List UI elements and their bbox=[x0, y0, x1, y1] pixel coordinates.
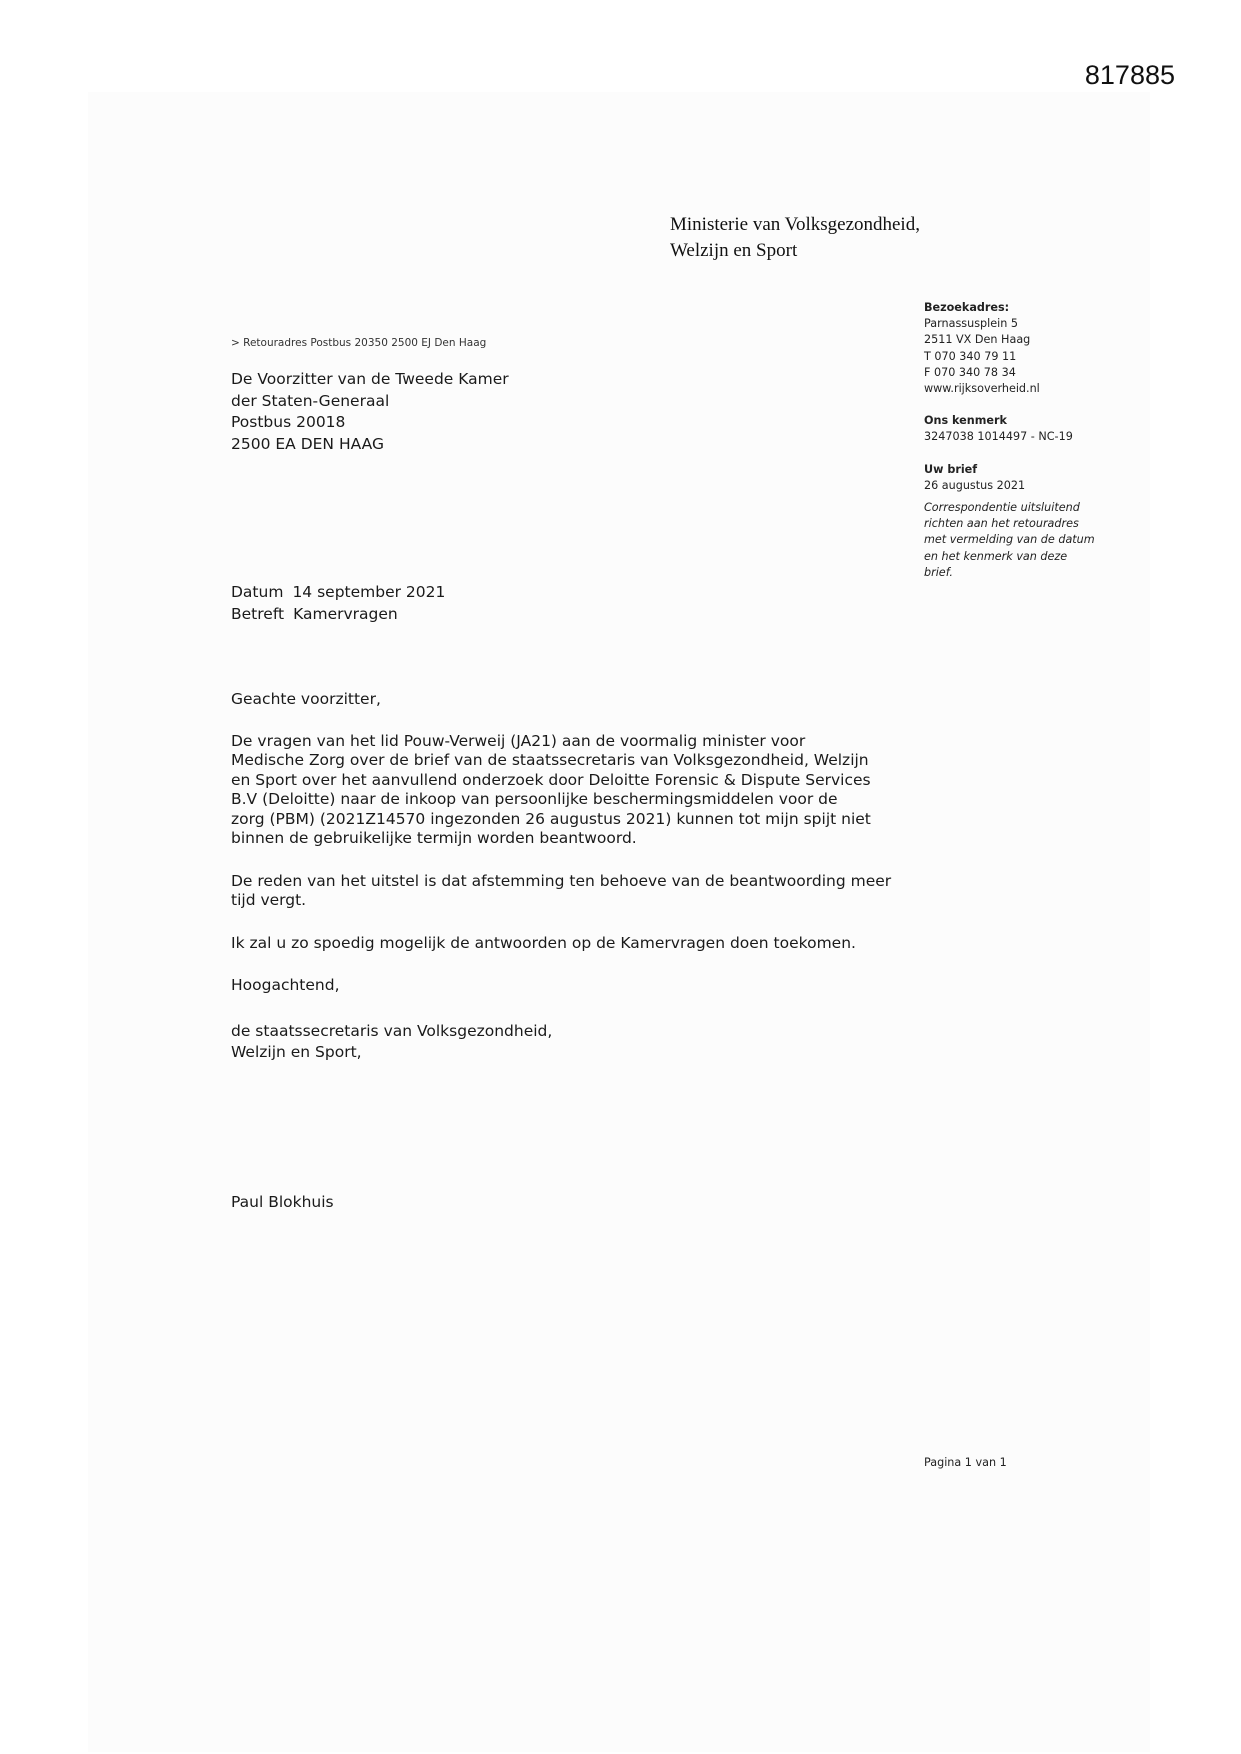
recipient-address bbox=[231, 369, 509, 455]
our-reference-header: Ons kenmerk bbox=[924, 414, 1007, 428]
paragraph-2 bbox=[231, 872, 891, 911]
letter-meta bbox=[231, 582, 445, 625]
paragraph-line: B.V (Deloitte) naar de inkoop van persoonlijke beschermingsmiddelen voor de bbox=[231, 790, 838, 808]
our-reference-block bbox=[924, 413, 1124, 445]
paragraph-1 bbox=[231, 732, 891, 849]
our-reference-value: 3247038 1014497 - NC-19 bbox=[924, 430, 1073, 444]
paragraph-line: De reden van het uitstel is dat afstemming ten behoeve van de beantwoording meer bbox=[231, 871, 892, 890]
note-line: en het kenmerk van deze bbox=[924, 549, 1068, 563]
ministry-logo-text bbox=[670, 212, 920, 264]
correspondence-note bbox=[924, 500, 1124, 581]
regards: Hoogachtend, bbox=[231, 976, 340, 994]
page-number: Pagina 1 van 1 bbox=[924, 1456, 1007, 1469]
signature-title bbox=[231, 1021, 552, 1063]
paragraph-line: Medische Zorg over de brief van de staatssecretaris van Volksgezondheid, Welzijn bbox=[231, 751, 869, 769]
paragraph-line: binnen de gebruikelijke termijn worden beantwoord. bbox=[231, 829, 637, 847]
visit-address-block bbox=[924, 300, 1124, 397]
date-value: 14 september 2021 bbox=[292, 583, 446, 601]
paragraph-line: tijd vergt. bbox=[231, 891, 307, 909]
return-address: > Retouradres Postbus 20350 2500 EJ Den Haag bbox=[231, 337, 487, 349]
letterhead-sidebar bbox=[924, 300, 1124, 581]
subject-row bbox=[231, 604, 445, 626]
note-line: richten aan het retouradres bbox=[924, 517, 1079, 531]
signature-title-line: Welzijn en Sport, bbox=[231, 1043, 362, 1061]
recipient-line: De Voorzitter van de Tweede Kamer bbox=[231, 370, 509, 388]
paragraph-line: De vragen van het lid Pouw-Verweij (JA21) aan de voormalig minister voor bbox=[231, 731, 806, 750]
signatory-name: Paul Blokhuis bbox=[231, 1193, 334, 1211]
phone-number: T 070 340 79 11 bbox=[924, 349, 1017, 363]
visit-address-header: Bezoekadres: bbox=[924, 301, 1010, 314]
date-label: Datum bbox=[231, 583, 284, 601]
fax-number: F 070 340 78 34 bbox=[924, 365, 1016, 379]
greeting: Geachte voorzitter, bbox=[231, 690, 381, 708]
visit-address-line: 2511 VX Den Haag bbox=[924, 333, 1031, 347]
note-line: met vermelding van de datum bbox=[924, 533, 1095, 547]
visit-address-line: Parnassusplein 5 bbox=[924, 317, 1018, 331]
recipient-line: 2500 EA DEN HAAG bbox=[231, 434, 384, 453]
signature-title-line: de staatssecretaris van Volksgezondheid, bbox=[231, 1022, 553, 1040]
document-number: 817885 bbox=[1084, 60, 1175, 90]
subject-label: Betreft bbox=[231, 604, 285, 623]
your-letter-header: Uw brief bbox=[924, 462, 978, 476]
recipient-line: der Staten-Generaal bbox=[231, 391, 390, 410]
letter-body bbox=[231, 690, 891, 1019]
paragraph-line: zorg (PBM) (2021Z14570 ingezonden 26 augustus 2021) kunnen tot mijn spijt niet bbox=[231, 809, 871, 828]
note-line: Correspondentie uitsluitend bbox=[924, 501, 1080, 515]
recipient-line: Postbus 20018 bbox=[231, 413, 346, 431]
your-letter-block bbox=[924, 462, 1124, 494]
ministry-line-2: Welzijn en Sport bbox=[670, 240, 798, 261]
ministry-line-1: Ministerie van Volksgezondheid, bbox=[670, 214, 920, 235]
paragraph-line: en Sport over het aanvullend onderzoek door Deloitte Forensic & Dispute Services bbox=[231, 770, 871, 789]
website: www.rijksoverheid.nl bbox=[924, 382, 1040, 396]
date-row bbox=[231, 582, 445, 604]
paragraph-3: Ik zal u zo spoedig mogelijk de antwoorden op de Kamervragen doen toekomen. bbox=[231, 933, 856, 952]
note-line: brief. bbox=[924, 565, 953, 579]
subject-value: Kamervragen bbox=[293, 604, 398, 623]
your-letter-value: 26 augustus 2021 bbox=[924, 478, 1026, 492]
